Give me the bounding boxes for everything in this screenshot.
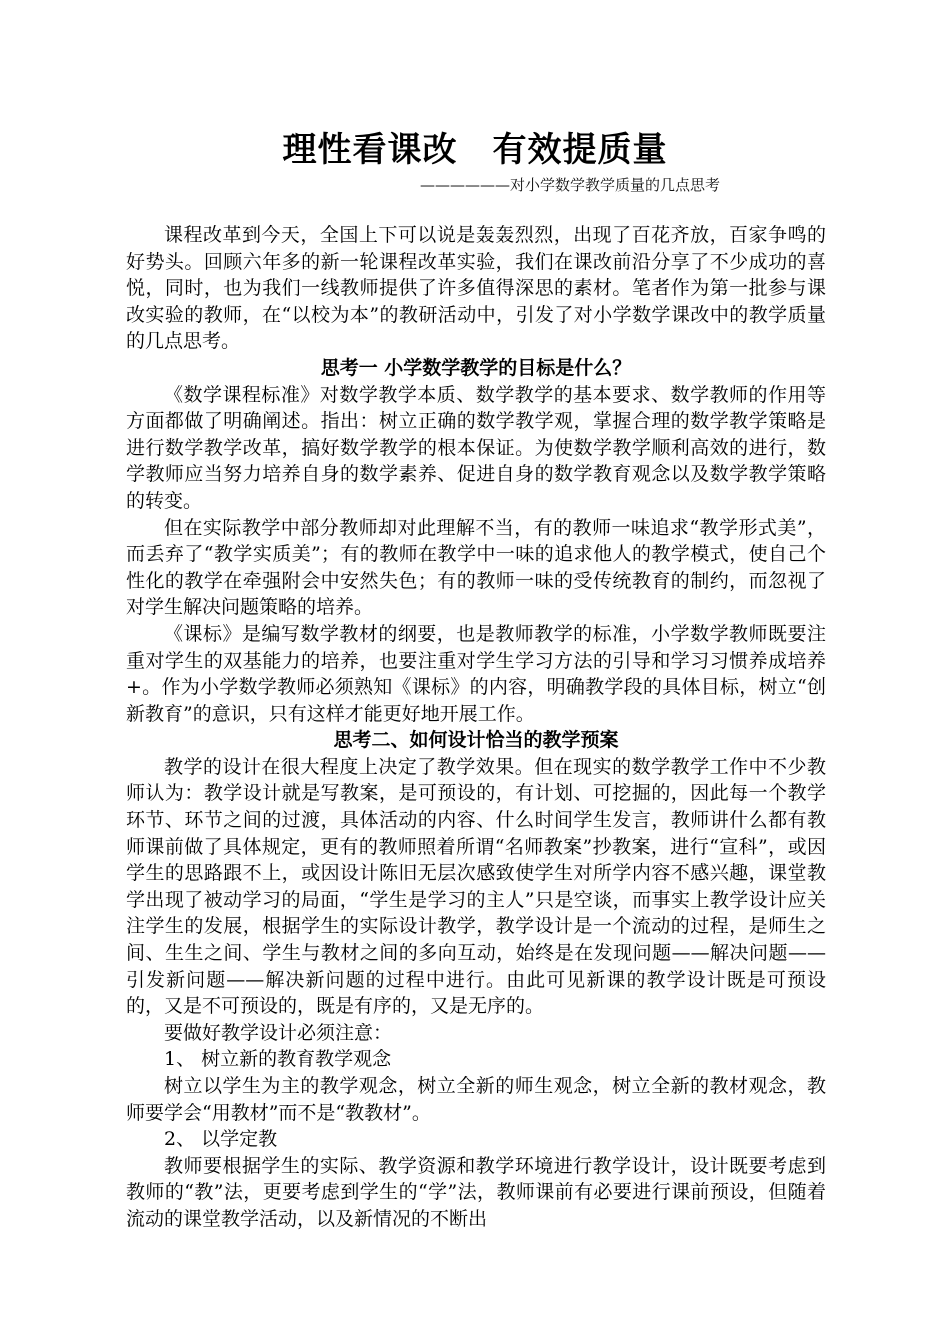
document-title: 理性看课改 有效提质量 [282, 130, 668, 170]
paragraph: 《课标》是编写数学教材的纲要，也是教师教学的标准，小学数学教师既要注重对学生的双基能力的培养，也要注重对学生学习方法的引导和学习习惯养成培养+。作为小学数学教师必须熟知《课标》的内容，明确教学段的具体目标，树立“创新教育”的意识，只有这样才能更好地开展工作。 [126, 622, 826, 725]
paragraph: 树立以学生为主的教学观念，树立全新的师生观念，树立全新的教材观念，教师要学会“用教材”而不是“教教材”。 [126, 1075, 826, 1124]
document-body [126, 222, 826, 1233]
paragraph: 课程改革到今天，全国上下可以说是轰轰烈烈，出现了百花齐放，百家争鸣的好势头。回顾六年多的新一轮课程改革实验，我们在课改前沿分享了不少成功的喜悦，同时，也为我们一线教师提供了许多值得深思的素材。笔者作为第一批参与课改实验的教师，在“以校为本”的教研活动中，引发了对小学数学课改中的教学质量的几点思考。 [126, 224, 826, 353]
paragraph: 《数学课程标准》对数学教学本质、数学教学的基本要求、数学教师的作用等方面都做了明确阐述。指出：树立正确的数学教学观，掌握合理的数学教学策略是进行数学教学改革，搞好数学教学的根本保证。为使数学教学顺利高效的进行，数学教师应当努力培养自身的数学素养、促进自身的数学教育观念以及数学教学策略的转变。 [126, 383, 826, 512]
paragraph: 但在实际教学中部分教师却对此理解不当，有的教师一味追求“教学形式美”，而丢弃了“教学实质美”；有的教师在教学中一味的追求他人的教学模式，使自己个性化的教学在牵强附会中安然失色；有的教师一味的受传统教育的制约，而忽视了对学生解决问题策略的培养。 [126, 516, 826, 619]
list-item-heading: 1、 树立新的教育教学观念 [164, 1048, 392, 1071]
paragraph: 要做好教学设计必须注意： [164, 1021, 393, 1044]
document-subtitle: ——————对小学数学教学质量的几点思考 [419, 176, 720, 194]
paragraph: 教学的设计在很大程度上决定了教学效果。但在现实的数学教学工作中不少教师认为：教学设计就是写教案，是可预设的，有计划、可挖掘的，因此每一个教学环节、环节之间的过渡，具体活动的内容、什么时间学生发言，教师讲什么都有教师课前做了具体规定，更有的教师照着所谓“名师教案”抄教案，进行“宣科”，或因学生的思路跟不上，或因设计陈旧无层次感致使学生对所学内容不感兴趣，课堂教学出现了被动学习的局面，“学生是学习的主人”只是空谈，而事实上教学设计应关注学生的发展，根据学生的实际设计教学，教学设计是一个流动的过程，是师生之间、生生之间、学生与教材之间的多向互动，始终是在发现问题——解决问题——引发新问题——解决新问题的过程中进行。由此可见新课的教学设计既是可预设的，又是不可预设的，既是有序的，又是无序的。 [126, 755, 826, 1018]
section-heading: 思考一 小学数学教学的目标是什么？ [320, 356, 632, 379]
paragraph: 教师要根据学生的实际、教学资源和教学环境进行教学设计，设计既要考虑到教师的“教”法，更要考虑到学生的“学”法，教师课前有必要进行课前预设，但随着流动的课堂教学活动，以及新情况的不断出 [126, 1154, 826, 1230]
section-heading: 思考二、如何设计恰当的教学预案 [333, 729, 619, 752]
list-item-heading: 2、 以学定教 [164, 1128, 278, 1151]
